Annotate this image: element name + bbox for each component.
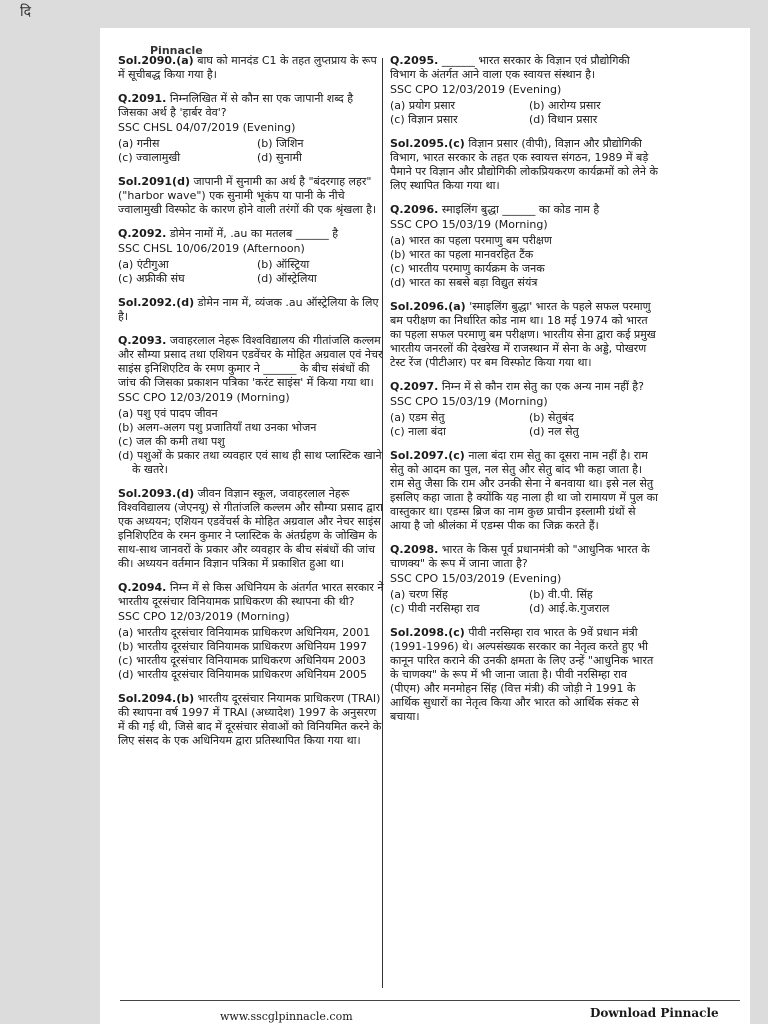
solution-block xyxy=(390,626,658,724)
option: (b) ऑस्ट्रिया xyxy=(257,258,310,271)
option: (d) सुनामी xyxy=(257,151,302,164)
solution-text xyxy=(118,692,386,748)
option: (d) आई.के.गुजराल xyxy=(529,602,610,615)
solution-block xyxy=(390,449,658,533)
question-text xyxy=(390,203,658,217)
solution-body: जीवन विज्ञान स्कूल, जवाहरलाल नेहरू विश्वविद्यालय (जेएनयू) से गीतांजलि कल्लम और सौम्या प्रसाद द्वारा एक अध्ययन; एशियन एडवेंचर्स के मोहित अग्रवाल और नेचर साइंस इनिशिएटिव के रमन कुमार ने प्लास्टिक के अंतर्ग्रहण के जोखिम के साथ-साथ जानवरों के प्रकार और व्यवहार के बीच संबंधों की जांच की। अध्ययन वर्तमान विज्ञान पत्रिका में प्रकाशित हुआ था। xyxy=(118,487,383,570)
option: (a) भारत का पहला परमाणु बम परीक्षण xyxy=(390,234,552,247)
solution-number: Sol.2094.(b) xyxy=(118,692,195,705)
option: (c) ज्वालामुखी xyxy=(118,151,181,164)
option: (c) नाला बंदा xyxy=(390,425,446,438)
solution-number: Sol.2092.(d) xyxy=(118,296,195,309)
options-grid xyxy=(390,99,658,127)
solution-text xyxy=(390,137,658,193)
brand-header: Pinnacle xyxy=(150,44,203,57)
question-block xyxy=(118,227,386,286)
question-text xyxy=(390,54,658,82)
question-body: ______ भारत सरकार के विज्ञान एवं प्रौद्योगिकी विभाग के अंतर्गत आने वाला एक स्वायत्त संस्थान है। xyxy=(390,54,630,81)
options-list xyxy=(118,626,386,682)
question-block xyxy=(118,581,386,682)
solution-body: डोमेन नाम में, व्यंजक .au ऑस्ट्रेलिया के लिए है। xyxy=(118,296,379,323)
option: (d) नल सेतु xyxy=(529,425,579,438)
options-list xyxy=(390,234,658,290)
question-number: Q.2095. xyxy=(390,54,439,67)
solution-number: Sol.2095.(c) xyxy=(390,137,465,150)
question-number: Q.2093. xyxy=(118,334,167,347)
option: (c) भारतीय दूरसंचार विनियामक प्राधिकरण अधिनियम 2003 xyxy=(118,654,367,667)
solution-number: Sol.2090.(a) xyxy=(118,54,194,67)
solution-block xyxy=(118,175,386,217)
question-block xyxy=(118,92,386,165)
option: (d) पशुओं के प्रकार तथा व्यवहार एवं साथ ही साथ प्लास्टिक खाने के खतरे। xyxy=(118,449,382,476)
options-grid xyxy=(118,137,386,165)
option: (a) पशु एवं पादप जीवन xyxy=(118,407,218,420)
solution-text xyxy=(390,449,658,533)
solution-number: Sol.2093.(d) xyxy=(118,487,195,500)
solution-body: विज्ञान प्रसार (वीपी), विज्ञान और प्रौद्योगिकी विभाग, भारत सरकार के तहत एक स्वायत्त संगठन, 1989 में बड़े पैमाने पर विज्ञान और प्रौद्योगिकी लोकप्रियकरण कार्यक्रमों को लेने के लिए स्थापित किया गया था। xyxy=(390,137,658,192)
exam-reference: SSC CPO 12/03/2019 (Morning) xyxy=(118,610,290,623)
option: (b) भारतीय दूरसंचार विनियामक प्राधिकरण अधिनियम 1997 xyxy=(118,640,367,653)
option: (a) गनीस xyxy=(118,137,160,150)
footer-rule xyxy=(120,1000,740,1001)
solution-body: 'स्माइलिंग बुद्धा' भारत के पहले सफल परमाणु बम परीक्षण का निर्धारित कोड नाम था। 18 मई 1974 को भारत का पहला सफल परमाणु बम परीक्षण। भारतीय सेना द्वारा कई प्रमुख भारतीय जनरलों की देखरेख में राजस्थान में सेना के अड्डे, पोखरण टेस्ट रेंज (पीटीआर) पर बम विस्फोट किया गया था। xyxy=(390,300,656,369)
options-grid xyxy=(118,258,386,286)
solution-number: Sol.2098.(c) xyxy=(390,626,465,639)
solution-body: जापानी में सुनामी का अर्थ है "बंदरगाह लहर" ("harbor wave") एक सुनामी भूकंप या पानी के नीचे ज्वालामुखी विस्फोट के कारण होने वाली तरंगों की एक श्रृंखला है। xyxy=(118,175,377,216)
solution-text xyxy=(390,300,658,370)
question-number: Q.2098. xyxy=(390,543,439,556)
question-block xyxy=(390,543,658,616)
options-grid xyxy=(390,588,658,616)
right-column xyxy=(390,54,658,734)
solution-block xyxy=(390,137,658,193)
question-text xyxy=(390,543,658,571)
question-block xyxy=(390,380,658,439)
question-text xyxy=(118,227,386,241)
question-text xyxy=(118,334,386,390)
question-number: Q.2097. xyxy=(390,380,439,393)
option: (b) अलग-अलग पशु प्रजातियाँ तथा उनका भोजन xyxy=(118,421,317,434)
option: (c) भारतीय परमाणु कार्यक्रम के जनक xyxy=(390,262,545,275)
left-column xyxy=(118,54,386,758)
option: (c) जल की कमी तथा पशु xyxy=(118,435,225,448)
option: (b) जिशिन xyxy=(257,137,304,150)
solution-number: Sol.2096.(a) xyxy=(390,300,466,313)
footer-url: www.sscglpinnacle.com xyxy=(220,1010,353,1023)
exam-reference: SSC CPO 15/03/2019 (Evening) xyxy=(390,572,562,585)
option: (d) ऑस्ट्रेलिया xyxy=(257,272,317,285)
question-number: Q.2094. xyxy=(118,581,167,594)
option: (a) एंटीगुआ xyxy=(118,258,169,271)
solution-text xyxy=(118,175,386,217)
option: (a) प्रयोग प्रसार xyxy=(390,99,456,112)
exam-reference: SSC CPO 15/03/19 (Morning) xyxy=(390,395,548,408)
option: (d) विधान प्रसार xyxy=(529,113,598,126)
question-body: निम्न में से किस अधिनियम के अंतर्गत भारत सरकार ने भारतीय दूरसंचार विनियामक प्राधिकरण की स्थापना की थी? xyxy=(118,581,384,608)
question-body: डोमेन नामों में, .au का मतलब ______ है xyxy=(169,227,339,240)
question-text xyxy=(390,380,658,394)
footer-download: Download Pinnacle xyxy=(590,1006,719,1020)
solution-number: Sol.2091(d) xyxy=(118,175,190,188)
exam-reference: SSC CPO 12/03/2019 (Morning) xyxy=(118,391,290,404)
question-body: निम्न में से कौन राम सेतु का एक अन्य नाम नहीं है? xyxy=(441,380,644,393)
question-text xyxy=(118,581,386,609)
solution-body: बाघ को मानदंड C1 के तहत लुप्तप्राय के रूप में सूचीबद्ध किया गया है। xyxy=(118,54,377,81)
option: (b) भारत का पहला मानवरहित टैंक xyxy=(390,248,534,261)
question-body: जवाहरलाल नेहरू विश्वविद्यालय की गीतांजलि कल्लम और सौम्या प्रसाद तथा एशियन एडवेंचर के मोहित अग्रवाल एवं नेचर साइंस इनिशिएटिव के रमण कुमार ने ______ के बीच संबंधों की जांच की जिसका प्रकाशन पत्रिका 'करंट साइंस' में किया गया था। xyxy=(118,334,383,389)
top-mark: दि xyxy=(20,4,32,20)
option: (a) एडम सेतु xyxy=(390,411,445,424)
solution-block xyxy=(390,300,658,370)
solution-block xyxy=(118,54,386,82)
solution-text xyxy=(118,54,386,82)
exam-reference: SSC CPO 12/03/2019 (Evening) xyxy=(390,83,562,96)
question-block xyxy=(390,203,658,290)
options-list xyxy=(118,407,386,477)
question-number: Q.2096. xyxy=(390,203,439,216)
options-grid xyxy=(390,411,658,439)
option: (b) आरोग्य प्रसार xyxy=(529,99,601,112)
solution-block xyxy=(118,296,386,324)
solution-body: पीवी नरसिम्हा राव भारत के 9वें प्रधान मंत्री (1991-1996) थे। अल्पसंख्यक सरकार का नेतृत्व करते हुए भी कानून पारित कराने की उनकी क्षमता के लिए उन्हें "आधुनिक भारत के चाणक्य" के रूप में भी जाना जाता है। पीवी नरसिम्हा राव (पीएम) और मनमोहन सिंह (वित्त मंत्री) की जोड़ी ने 1991 के आर्थिक सुधारों का नेतृत्व किया और भारत को आर्थिक संकट से बचाया। xyxy=(390,626,654,723)
option: (c) अफ्रीकी संघ xyxy=(118,272,185,285)
question-text xyxy=(118,92,386,120)
solution-text xyxy=(118,296,386,324)
exam-reference: SSC CPO 15/03/19 (Morning) xyxy=(390,218,548,231)
option: (d) भारतीय दूरसंचार विनियामक प्राधिकरण अधिनियम 2005 xyxy=(118,668,367,681)
question-number: Q.2091. xyxy=(118,92,167,105)
option: (a) चरण सिंह xyxy=(390,588,448,601)
option: (b) सेतुबंद xyxy=(529,411,574,424)
option: (c) विज्ञान प्रसार xyxy=(390,113,458,126)
solution-block xyxy=(118,487,386,571)
solution-body: नाला बंदा राम सेतु का दूसरा नाम नहीं है। राम सेतु को आदम का पुल, नल सेतु और सेतु बांद भी कहा जाता है। राम सेतु जैसा कि राम और उनकी सेना ने बनवाया था। इसे नल सेतु इसलिए कहा जाता है क्योंकि यह नाला ही था जो रामायण में पुल का वास्तुकार था। एडम्स ब्रिज का नाम कुछ प्राचीन इस्लामी ग्रंथों से आया है जो श्रीलंका में एडम्स पीक का जिक्र करते हैं। xyxy=(390,449,658,532)
solution-number: Sol.2097.(c) xyxy=(390,449,465,462)
exam-reference: SSC CHSL 04/07/2019 (Evening) xyxy=(118,121,296,134)
question-block xyxy=(390,54,658,127)
document-page xyxy=(100,28,750,1024)
question-body: निम्नलिखित में से कौन सा एक जापानी शब्द है जिसका अर्थ है 'हार्बर वेव'? xyxy=(118,92,354,119)
solution-text xyxy=(390,626,658,724)
question-number: Q.2092. xyxy=(118,227,167,240)
exam-reference: SSC CHSL 10/06/2019 (Afternoon) xyxy=(118,242,305,255)
solution-body: भारतीय दूरसंचार नियामक प्राधिकरण (TRAI) की स्थापना वर्ष 1997 में TRAI (अध्यादेश) 1997 के अनुसरण में की गई थी, जिसे बाद में दूरसंचार सेवाओं को विनियमित करने के लिए संसद के एक अधिनियम द्वारा प्रतिस्थापित किया गया था। xyxy=(118,692,382,747)
solution-text xyxy=(118,487,386,571)
question-body: स्माइलिंग बुद्धा ______ का कोड नाम है xyxy=(441,203,600,216)
option: (d) भारत का सबसे बड़ा विद्युत संयंत्र xyxy=(390,276,538,289)
solution-block xyxy=(118,692,386,748)
question-body: भारत के किस पूर्व प्रधानमंत्री को "आधुनिक भारत के चाणक्य" के रूप में जाना जाता है? xyxy=(390,543,650,570)
option: (a) भारतीय दूरसंचार विनियामक प्राधिकरण अधिनियम, 2001 xyxy=(118,626,371,639)
option: (b) वी.पी. सिंह xyxy=(529,588,593,601)
question-block xyxy=(118,334,386,477)
option: (c) पीवी नरसिम्हा राव xyxy=(390,602,480,615)
